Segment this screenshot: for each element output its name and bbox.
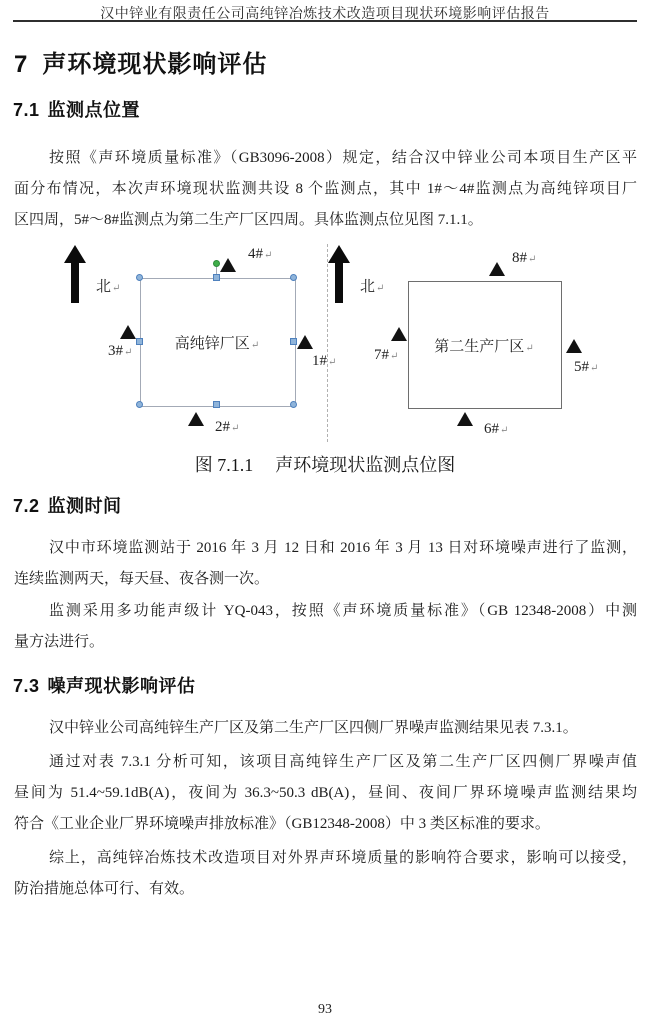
monitoring-point-1-icon <box>297 335 313 349</box>
point-label-text: 4# <box>248 246 263 262</box>
return-mark: ↵ <box>525 343 534 354</box>
paragraph <box>14 843 637 905</box>
monitoring-point-3-label <box>108 343 132 360</box>
monitoring-point-4-icon <box>220 258 236 272</box>
paragraph-line: 防治措施总体可行、有效。 <box>14 881 195 897</box>
return-mark: ↵ <box>264 250 273 261</box>
monitoring-point-7-icon <box>391 327 407 341</box>
return-mark: ↵ <box>124 347 133 358</box>
figure-monitoring-points <box>14 240 637 450</box>
paragraph-line: 区四周，5#～8#监测点为第二生产厂区四周。具体监测点位见图 7.1.1。 <box>14 212 483 228</box>
monitoring-point-3-icon <box>120 325 136 339</box>
figure-divider <box>327 244 328 442</box>
section-number: 7.1 <box>13 100 40 120</box>
paragraph-line: 汉中锌业公司高纯锌生产厂区及第二生产厂区四侧厂界噪声监测结果见表 7.3.1。 <box>49 720 578 736</box>
monitoring-point-4-label <box>248 246 272 263</box>
paragraph-line: 按照《声环境质量标准》（GB3096-2008）规定，结合汉中锌业公司本项目生产区平 <box>49 150 637 166</box>
return-mark: ↵ <box>376 283 385 294</box>
monitoring-point-2-icon <box>188 412 204 426</box>
paragraph <box>14 143 637 236</box>
monitoring-point-6-label <box>484 421 508 438</box>
paragraph-line: 监测采用多功能声级计 YQ-043，按照《声环境质量标准》（GB 12348-2008）中测 <box>49 603 637 619</box>
section-title: 噪声现状影响评估 <box>47 676 196 696</box>
point-label-text: 7# <box>374 347 389 363</box>
section-title: 监测点位置 <box>47 100 141 120</box>
shape-handle <box>136 274 143 281</box>
paragraph-line: 符合《工业企业厂界环境噪声排放标准》（GB12348-2008）中 3 类区标准的要求。 <box>14 816 550 832</box>
paragraph-line: 面分布情况，本次声环境现状监测共设 8 个监测点，其中 1#～4#监测点为高纯锌项目厂 <box>14 181 637 197</box>
north-arrow-shaft <box>71 261 79 303</box>
chapter-title: 声环境现状影响评估 <box>42 51 268 78</box>
north-label-text: 北 <box>360 279 376 295</box>
shape-handle <box>136 401 143 408</box>
monitoring-point-6-icon <box>457 412 473 426</box>
paragraph <box>14 533 637 595</box>
monitoring-point-5-icon <box>566 339 582 353</box>
page-header-title: 汉中锌业有限责任公司高纯锌冶炼技术改造项目现状环境影响评估报告 <box>100 7 550 22</box>
monitoring-point-5-label <box>574 359 598 376</box>
figure-caption-text: 声环境现状监测点位图 <box>275 455 456 475</box>
paragraph <box>14 713 637 744</box>
figure-caption <box>0 451 650 477</box>
page-number: 93 <box>318 1002 332 1017</box>
chapter-heading <box>14 44 267 79</box>
monitoring-point-8-icon <box>489 262 505 276</box>
paragraph-line: 量方法进行。 <box>14 634 105 650</box>
left-plant-name <box>140 332 294 353</box>
shape-handle <box>213 274 220 281</box>
point-label-text: 1# <box>312 353 327 369</box>
paragraph-line: 汉中市环境监测站于 2016 年 3 月 12 日和 2016 年 3 月 13 日对环境噪声进行了监测， <box>49 540 637 556</box>
figure-caption-label: 图 7.1.1 <box>194 455 254 475</box>
point-label-text: 6# <box>484 421 499 437</box>
return-mark: ↵ <box>112 283 121 294</box>
north-label-text: 北 <box>96 279 112 295</box>
return-mark: ↵ <box>500 425 509 436</box>
section-heading-7-1 <box>13 96 140 122</box>
north-label <box>96 275 120 296</box>
return-mark: ↵ <box>390 351 399 362</box>
section-number: 7.3 <box>13 676 40 696</box>
return-mark: ↵ <box>328 357 337 368</box>
monitoring-point-8-label <box>512 250 536 267</box>
return-mark: ↵ <box>590 363 599 374</box>
shape-handle <box>290 401 297 408</box>
right-plant-name-text: 第二生产厂区 <box>434 339 525 355</box>
paragraph-line: 综上，高纯锌冶炼技术改造项目对外界声环境质量的影响符合要求，影响可以接受， <box>49 850 637 866</box>
header-rule <box>13 20 637 22</box>
paragraph <box>14 596 637 658</box>
section-heading-7-2 <box>13 492 122 518</box>
point-label-text: 2# <box>215 419 230 435</box>
shape-handle <box>213 401 220 408</box>
point-label-text: 3# <box>108 343 123 359</box>
point-label-text: 5# <box>574 359 589 375</box>
paragraph-line: 昼间为 51.4~59.1dB(A)，夜间为 36.3~50.3 dB(A)，昼间、夜间厂界环境噪声监测结果均 <box>14 785 637 801</box>
section-heading-7-3 <box>13 672 196 698</box>
return-mark: ↵ <box>528 254 537 265</box>
north-arrow-shaft <box>335 261 343 303</box>
section-title: 监测时间 <box>47 496 122 516</box>
right-plant-name <box>408 335 560 356</box>
point-label-text: 8# <box>512 250 527 266</box>
paragraph-line: 通过对表 7.3.1 分析可知，该项目高纯锌生产厂区及第二生产厂区四侧厂界噪声值 <box>49 754 637 770</box>
section-number: 7.2 <box>13 496 40 516</box>
monitoring-point-7-label <box>374 347 398 364</box>
return-mark: ↵ <box>250 340 260 351</box>
shape-handle <box>290 274 297 281</box>
rotation-handle-dot <box>213 260 220 267</box>
monitoring-point-1-label <box>312 353 336 370</box>
paragraph-line: 连续监测两天，每天昼、夜各测一次。 <box>14 571 270 587</box>
monitoring-point-2-label <box>215 419 239 436</box>
left-plant-name-text: 高纯锌厂区 <box>174 336 250 352</box>
chapter-number: 7 <box>14 51 29 78</box>
paragraph <box>14 747 637 840</box>
north-label <box>360 275 384 296</box>
return-mark: ↵ <box>231 423 240 434</box>
